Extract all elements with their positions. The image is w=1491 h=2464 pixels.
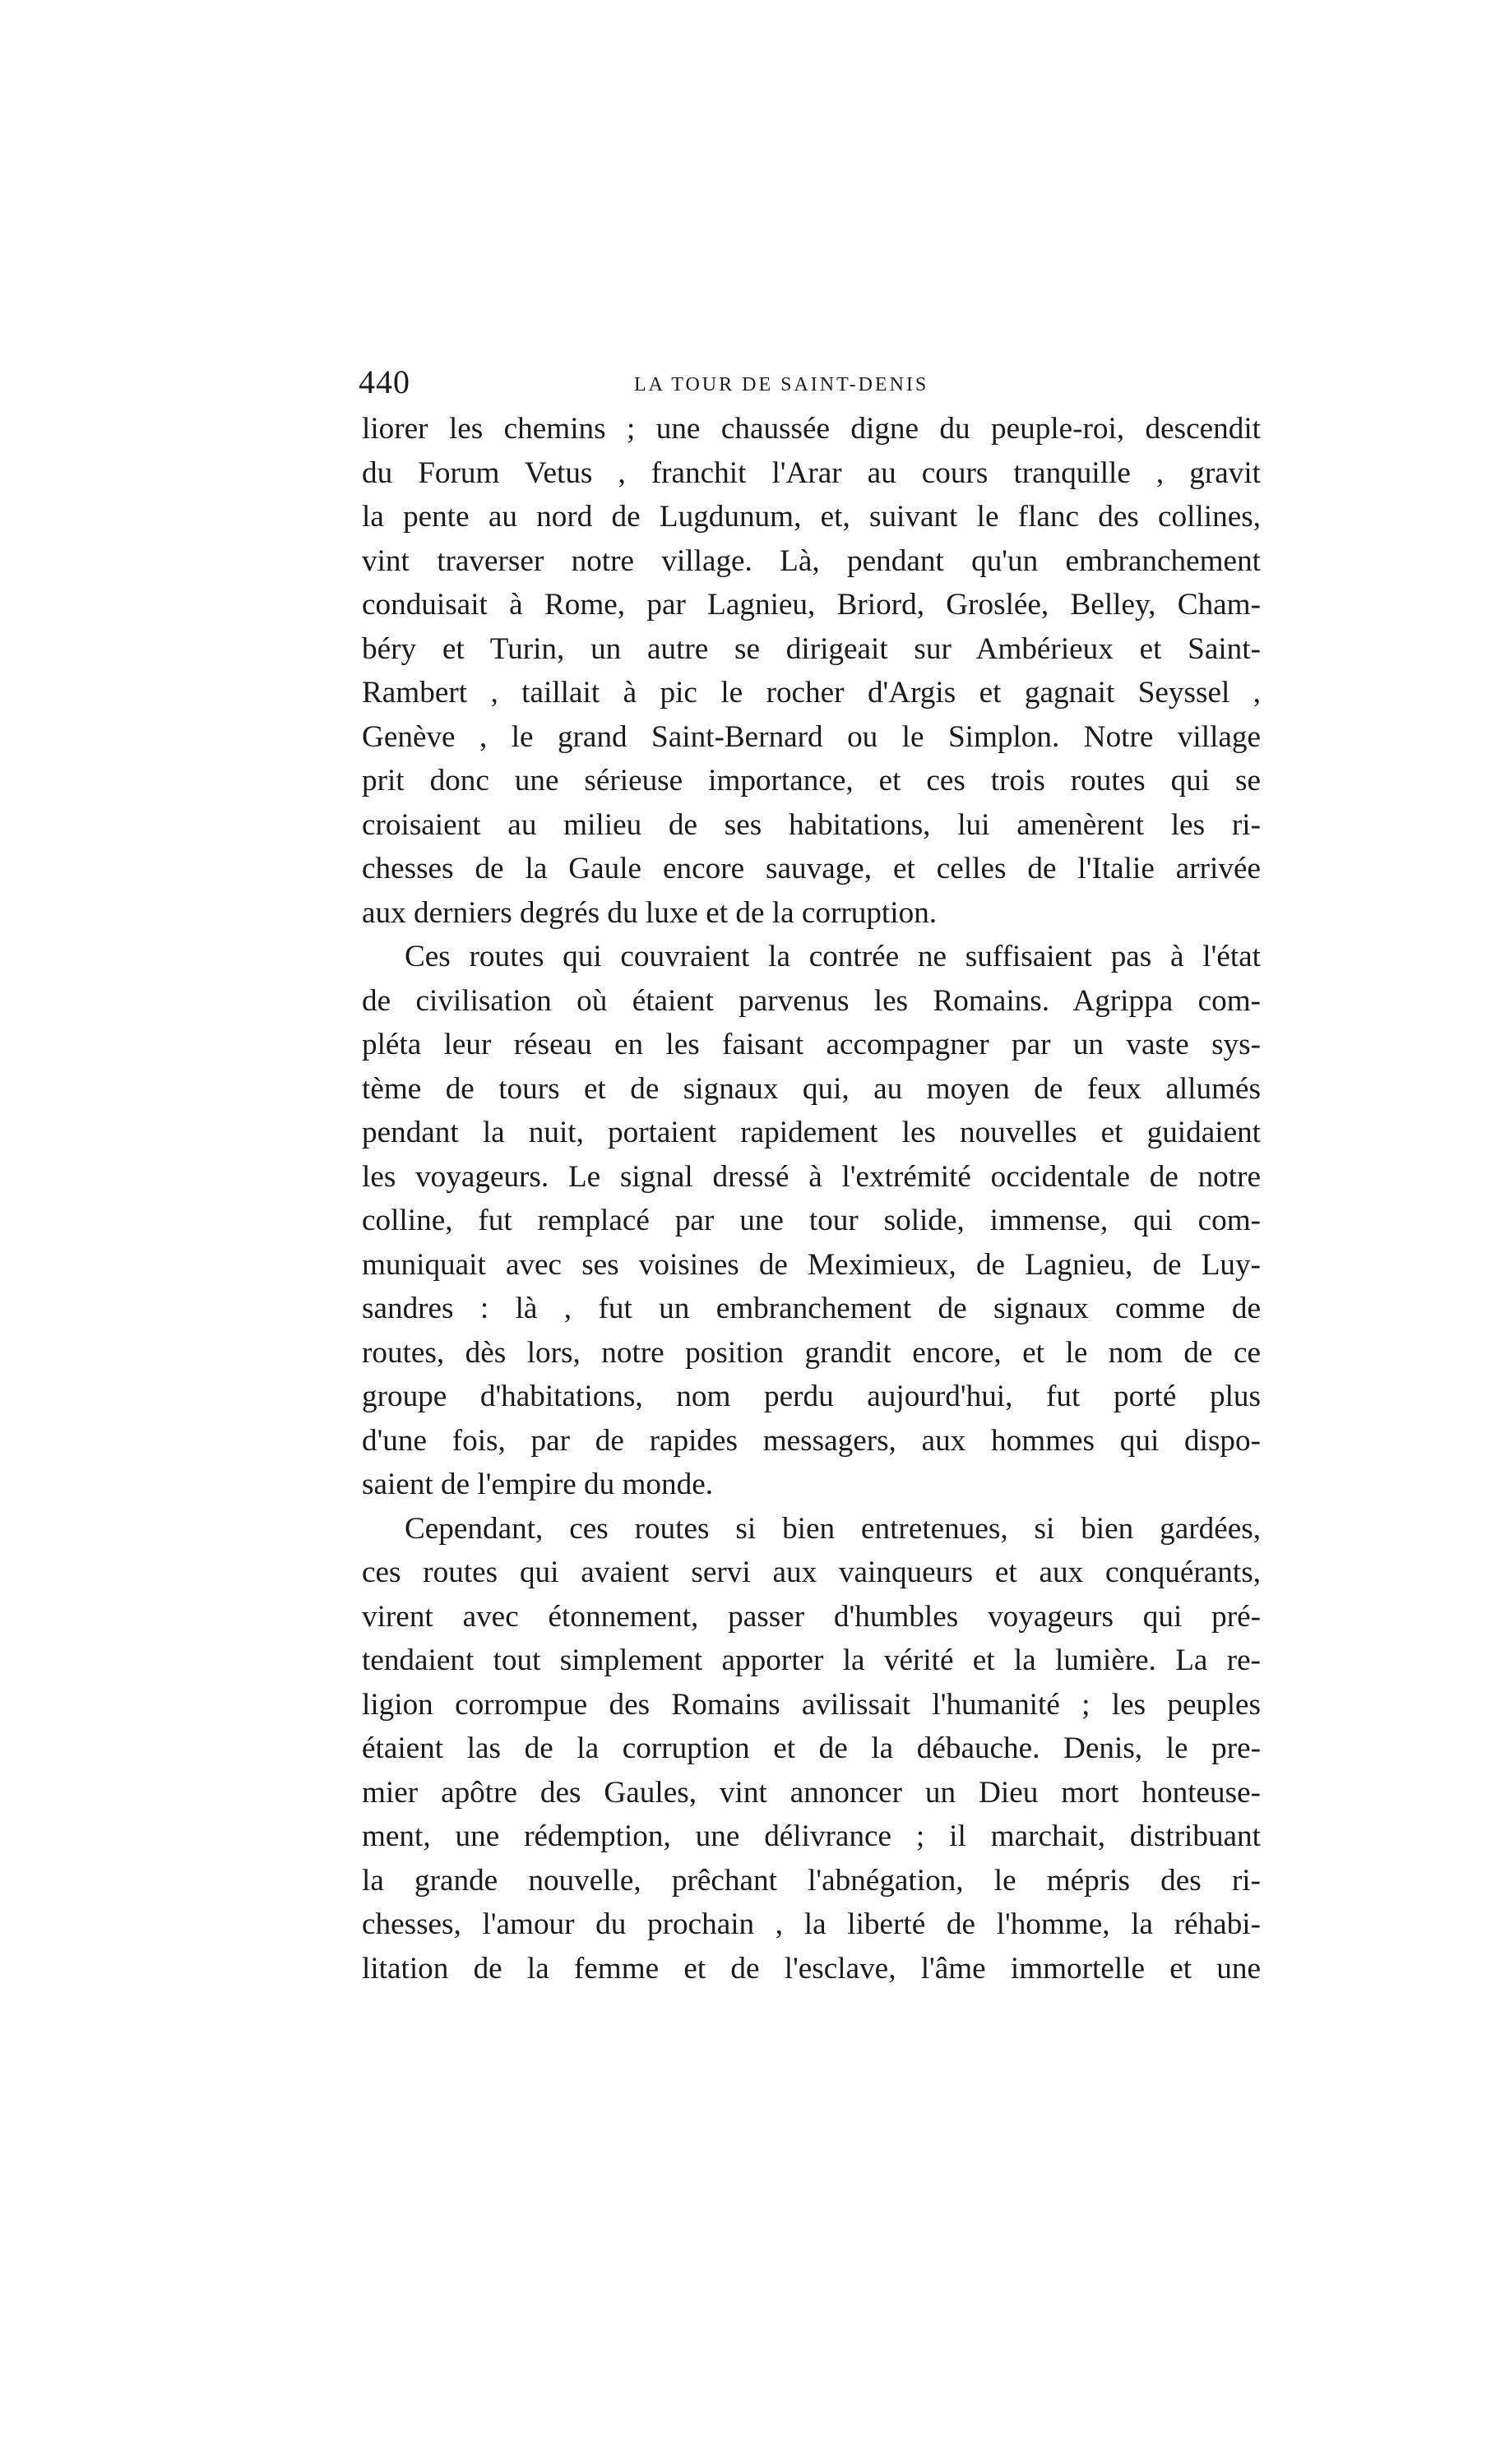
text-line: chesses, l'amour du prochain , la liberté de l'homme, la réhabi- <box>362 1907 1261 1941</box>
text-line: litation de la femme et de l'esclave, l'âme immortelle et une <box>362 1951 1261 1986</box>
text-line: pléta leur réseau en les faisant accompagner par un vaste sys- <box>362 1028 1261 1061</box>
text-line: pendant la nuit, portaient rapidement les nouvelles et guidaient <box>362 1116 1261 1149</box>
running-head <box>359 362 1263 403</box>
text-line: la pente au nord de Lugdunum, et, suivant le flanc des collines, <box>362 500 1261 534</box>
text-line: chesses de la Gaule encore sauvage, et celles de l'Italie arrivée <box>362 852 1261 885</box>
text-line: tème de tours et de signaux qui, au moyen de feux allumés <box>362 1071 1261 1106</box>
text-line: prit donc une sérieuse importance, et ces trois routes qui se <box>362 764 1261 797</box>
text-line: Ces routes qui couvraient la contrée ne suffisaient pas à l'état <box>405 940 1261 973</box>
text-line: routes, dès lors, notre position grandit encore, et le nom de ce <box>362 1335 1261 1370</box>
text-line: virent avec étonnement, passer d'humbles voyageurs qui pré- <box>362 1599 1261 1634</box>
text-line: sandres : là , fut un embranchement de signaux comme de <box>362 1292 1261 1325</box>
running-title: LA TOUR DE SAINT-DENIS <box>634 374 929 395</box>
paragraph-3 <box>362 1507 1261 1991</box>
text-line: colline, fut remplacé par une tour solide, immense, qui com- <box>362 1204 1261 1237</box>
text-line: les voyageurs. Le signal dressé à l'extrémité occidentale de notre <box>362 1159 1261 1194</box>
text-line: tendaient tout simplement apporter la vérité et la lumière. La re- <box>362 1643 1261 1677</box>
text-line: Genève , le grand Saint-Bernard ou le Simplon. Notre village <box>362 719 1261 754</box>
paragraph-1 <box>362 407 1261 935</box>
text-line: Rambert , taillait à pic le rocher d'Argis et gagnait Seyssel , <box>362 676 1261 710</box>
text-line: aux derniers degrés du luxe et de la corruption. <box>362 895 938 930</box>
text-line: conduisait à Rome, par Lagnieu, Briord, Groslée, Belley, Cham- <box>362 588 1261 622</box>
text-line: saient de l'empire du monde. <box>362 1468 714 1501</box>
text-line: étaient las de la corruption et de la débauche. Denis, le pre- <box>362 1731 1261 1765</box>
text-line: ces routes qui avaient servi aux vainqueurs et aux conquérants, <box>362 1556 1261 1589</box>
page-number: 440 <box>359 363 410 400</box>
text-line: la grande nouvelle, prêchant l'abnégation, le mépris des ri- <box>362 1863 1261 1898</box>
text-line: groupe d'habitations, nom perdu aujourd'hui, fut porté plus <box>362 1380 1261 1413</box>
paragraph-2 <box>362 935 1261 1507</box>
text-line: d'une fois, par de rapides messagers, aux hommes qui dispo- <box>362 1423 1261 1458</box>
text-line: croisaient au milieu de ses habitations, lui amenèrent les ri- <box>362 807 1261 842</box>
text-line: ligion corrompue des Romains avilissait l'humanité ; les peuples <box>362 1687 1261 1722</box>
body-text <box>362 407 1261 1990</box>
text-line: ment, une rédemption, une délivrance ; il marchait, distribuant <box>362 1819 1261 1853</box>
text-line: muniquait avec ses voisines de Meximieux, de Lagnieu, de Luy- <box>362 1247 1261 1282</box>
text-line: liorer les chemins ; une chaussée digne du peuple-roi, descendit <box>362 412 1261 446</box>
text-line: vint traverser notre village. Là, pendant qu'un embranchement <box>362 543 1261 578</box>
text-line: de civilisation où étaient parvenus les Romains. Agrippa com- <box>362 983 1261 1018</box>
text-line: béry et Turin, un autre se dirigeait sur Ambérieux et Saint- <box>362 631 1261 666</box>
text-line: mier apôtre des Gaules, vint annoncer un Dieu mort honteuse- <box>362 1775 1261 1810</box>
text-line: Cependant, ces routes si bien entretenues, si bien gardées, <box>405 1511 1261 1546</box>
text-line: du Forum Vetus , franchit l'Arar au cours tranquille , gravit <box>362 455 1261 490</box>
